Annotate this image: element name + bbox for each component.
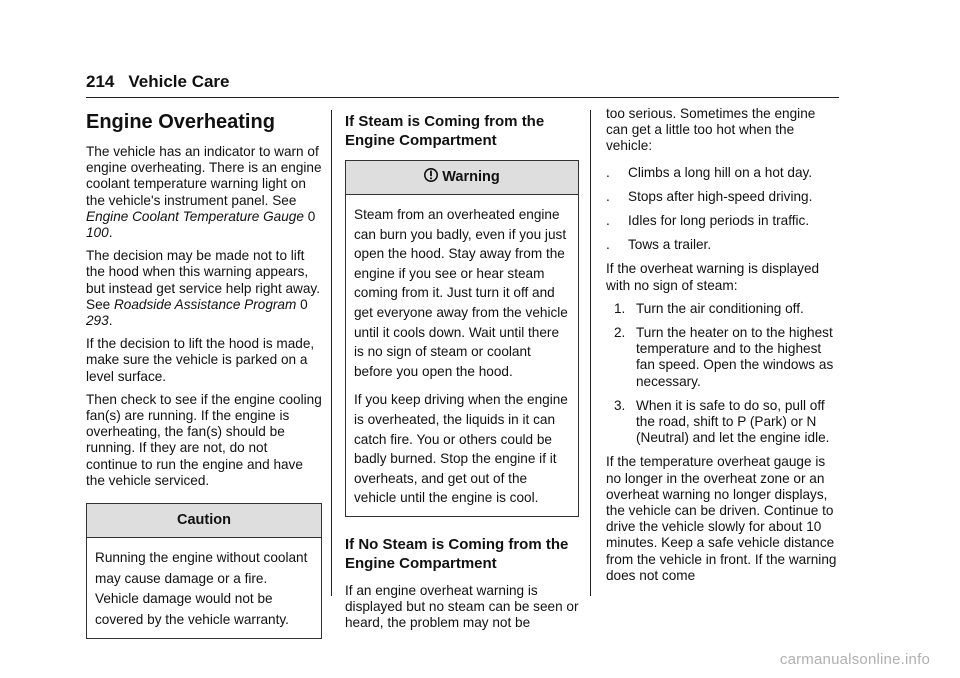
- column-divider-1: [331, 110, 332, 596]
- column-1: [86, 106, 322, 639]
- section-heading: If Steam is Coming from the Engine Compartment: [345, 113, 545, 149]
- step-text: When it is safe to do so, pull off the road, shift to P (Park) or N (Neutral) and let the engine idle.: [636, 397, 830, 446]
- list-item-text: Climbs a long hill on a hot day.: [628, 164, 813, 180]
- warning-body: [346, 195, 578, 516]
- paragraph: Then check to see if the engine cooling fan(s) are running. If the engine is overheating, the fan(s) should be running. If they are not, do not continue to run the engine and have the vehicle serviced.: [86, 391, 322, 488]
- step-number: 1.: [614, 300, 626, 316]
- warning-title: Warning: [442, 169, 500, 185]
- warning-text: Steam from an overheated engine can burn you badly, even if you just open the hood. Stay away from the engine if you see or hear steam coming from it. Just turn it off and get everyone away from the vehicle until it cools down. Wait until there is no sign of steam or coolant before you open the hood.: [354, 207, 568, 379]
- bullet-icon: .: [606, 164, 610, 180]
- page-header: [86, 72, 230, 92]
- page-ref[interactable]: 293: [86, 313, 109, 329]
- caution-box: [86, 503, 322, 639]
- list-item: [606, 237, 840, 253]
- caution-title: Caution: [87, 504, 321, 538]
- step-text: Turn the air conditioning off.: [636, 300, 804, 316]
- paragraph: If the decision to lift the hood is made, make sure the vehicle is parked on a level surface.: [86, 336, 315, 384]
- list-item: [606, 165, 840, 181]
- bullet-list: [606, 165, 840, 254]
- list-item-text: Idles for long periods in traffic.: [628, 213, 810, 229]
- paragraph: too serious. Sometimes the engine can get a little too hot when the vehicle:: [606, 106, 816, 154]
- watermark: carmanualsonline.info: [779, 651, 930, 668]
- caution-body: [87, 538, 321, 638]
- paragraph: If the overheat warning is displayed with no sign of steam:: [606, 261, 820, 293]
- bullet-icon: .: [606, 188, 610, 204]
- step-item: [606, 325, 840, 390]
- xref-link[interactable]: Engine Coolant Temperature Gauge: [86, 208, 304, 224]
- column-divider-2: [590, 110, 591, 596]
- step-text: Turn the heater on to the highest temperature and to the highest fan speed. Open the windows as necessary.: [636, 325, 834, 389]
- list-item-text: Stops after high-speed driving.: [628, 188, 813, 204]
- step-item: [606, 398, 840, 447]
- page-ref-icon: 0: [307, 208, 316, 224]
- warning-text: If you keep driving when the engine is overheated, the liquids in it can catch fire. You or others could be badly burned. Stop the engine if it overheats, and get out of the vehicle until the engine is cool.: [354, 392, 568, 506]
- page-ref-icon: 0: [300, 296, 308, 312]
- paragraph: The decision may be made not to lift the hood when this warning appears, but instead get service help right away. See Roadside Assistance Program 0 293.: [86, 248, 320, 329]
- paragraph: The vehicle has an indicator to warn of engine overheating. There is an engine coolant temperature warning light on the vehicle's instrument panel. See Engine Coolant Temperature Gauge 0 100.: [86, 144, 322, 241]
- step-number: 2.: [614, 325, 626, 341]
- list-item: [606, 213, 840, 229]
- page-title: Engine Overheating: [86, 111, 275, 133]
- section-heading: If No Steam is Coming from the Engine Compartment: [345, 535, 569, 572]
- list-item: [606, 189, 840, 205]
- warning-icon: [424, 163, 438, 196]
- header-rule: [86, 97, 839, 98]
- warning-header: [346, 161, 578, 195]
- section-title: Vehicle Care: [128, 72, 230, 91]
- step-item: [606, 301, 840, 317]
- xref-link[interactable]: Roadside Assistance Program: [113, 296, 297, 312]
- warning-box: [345, 160, 579, 517]
- paragraph: If an engine overheat warning is displayed but no steam can be seen or heard, the problem may not be: [345, 582, 579, 631]
- bullet-icon: .: [606, 213, 610, 229]
- column-3: [606, 106, 840, 591]
- column-2: [345, 106, 579, 639]
- paragraph: If the temperature overheat gauge is no longer in the overheat zone or an overheat warning no longer displays, the vehicle can be driven. Continue to drive the vehicle slowly for about 10 minutes. Keep a safe vehicle distance from the vehicle in front. If the warning does not come: [606, 454, 837, 583]
- page-number: 214: [86, 72, 115, 91]
- caution-text: Running the engine without coolant may cause damage or a fire. Vehicle damage would not be covered by the vehicle warranty.: [95, 550, 308, 627]
- bullet-icon: .: [606, 237, 610, 253]
- step-number: 3.: [614, 397, 626, 413]
- page-ref[interactable]: 100: [86, 225, 109, 241]
- list-item-text: Tows a trailer.: [628, 237, 712, 253]
- numbered-list: [606, 301, 840, 447]
